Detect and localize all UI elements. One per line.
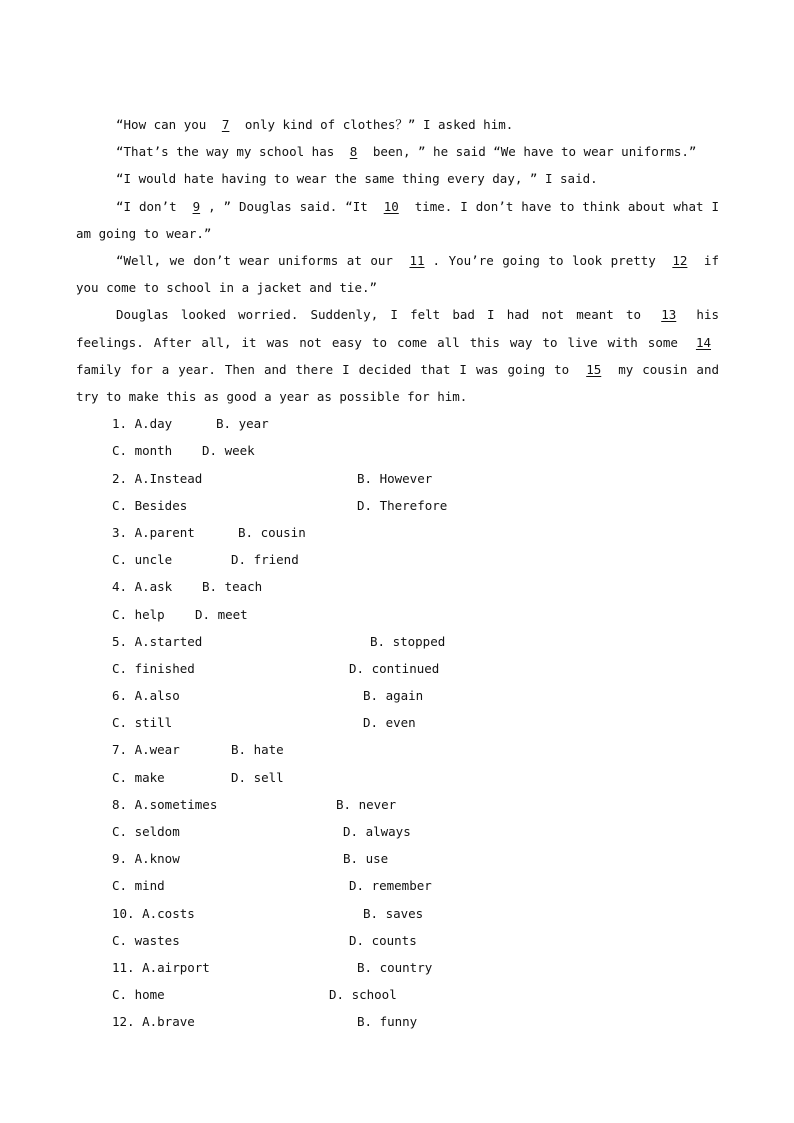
option-c: C. finished bbox=[112, 660, 195, 676]
option-a: 12. A.brave bbox=[112, 1014, 195, 1030]
passage-text: . You’re going to look pretty bbox=[432, 253, 665, 269]
question-9-row-cd bbox=[76, 872, 719, 899]
option-d: D. week bbox=[202, 443, 255, 459]
option-d: D. school bbox=[329, 987, 397, 1003]
passage-text: “How can you bbox=[116, 117, 214, 132]
question-9-row-ab bbox=[76, 845, 719, 872]
option-a: 7. A.wear bbox=[112, 742, 180, 758]
question-6-row-ab bbox=[76, 682, 719, 709]
option-b: B. hate bbox=[231, 742, 284, 758]
option-d: D. even bbox=[363, 715, 416, 731]
question-1-row-ab bbox=[76, 410, 719, 437]
option-a: 10. A.costs bbox=[112, 905, 195, 921]
passage-paragraph-1 bbox=[76, 111, 719, 138]
option-c: C. help bbox=[112, 606, 165, 622]
passage-text: if you come to school in a jacket and tie.” bbox=[76, 253, 719, 296]
question-11-row-cd bbox=[76, 981, 719, 1008]
passage-text: “Well, we don’t wear uniforms at our bbox=[116, 253, 402, 269]
question-12-row-ab bbox=[76, 1008, 719, 1035]
passage-paragraph-6 bbox=[76, 301, 719, 410]
option-c: C. still bbox=[112, 715, 173, 731]
option-a: 11. A.airport bbox=[112, 959, 210, 975]
question-2-row-cd bbox=[76, 492, 719, 519]
option-d: D. sell bbox=[231, 769, 284, 785]
question-8-row-cd bbox=[76, 818, 719, 845]
question-7-row-ab bbox=[76, 736, 719, 763]
passage-text: “That’s the way my school has bbox=[116, 144, 342, 160]
option-b: B. However bbox=[357, 470, 433, 486]
blank-10: 10 bbox=[383, 198, 399, 214]
question-2-row-ab bbox=[76, 465, 719, 492]
option-b: B. funny bbox=[357, 1014, 418, 1030]
option-b: B. stopped bbox=[370, 633, 446, 649]
option-b: B. cousin bbox=[238, 524, 306, 540]
option-b: B. again bbox=[363, 688, 424, 704]
question-11-row-ab bbox=[76, 954, 719, 981]
blank-14: 14 bbox=[695, 334, 711, 350]
passage-paragraph-4 bbox=[76, 193, 719, 247]
option-c: C. home bbox=[112, 987, 165, 1003]
blank-15: 15 bbox=[586, 361, 602, 377]
blank-7: 7 bbox=[221, 117, 230, 132]
option-a: 1. A.day bbox=[112, 416, 173, 432]
question-options-list bbox=[76, 410, 719, 1035]
question-3-row-cd bbox=[76, 546, 719, 573]
passage-text: , ” Douglas said. “It bbox=[208, 198, 376, 214]
option-d: D. always bbox=[343, 824, 411, 840]
passage-text: “I would hate having to wear the same thing every day, ” I said. bbox=[116, 171, 598, 187]
option-a: 8. A.sometimes bbox=[112, 796, 218, 812]
option-a: 5. A.started bbox=[112, 633, 203, 649]
option-b: B. country bbox=[357, 959, 433, 975]
question-5-row-cd bbox=[76, 655, 719, 682]
blank-13: 13 bbox=[661, 307, 677, 323]
question-5-row-ab bbox=[76, 628, 719, 655]
passage-text: time. I don’t have to think about what I am going to wear.” bbox=[76, 198, 719, 241]
option-d: D. remember bbox=[349, 878, 432, 894]
blank-9: 9 bbox=[192, 198, 201, 214]
question-8-row-ab bbox=[76, 791, 719, 818]
option-a: 4. A.ask bbox=[112, 579, 173, 595]
option-d: D. counts bbox=[349, 932, 417, 948]
blank-11: 11 bbox=[409, 253, 425, 269]
document-content bbox=[76, 111, 719, 1036]
passage-text: his feelings. After all, it was not easy to come all this way to live with some bbox=[76, 307, 719, 350]
passage-paragraph-2 bbox=[76, 138, 719, 165]
option-c: C. wastes bbox=[112, 932, 180, 948]
option-c: C. make bbox=[112, 769, 165, 785]
question-1-row-cd bbox=[76, 437, 719, 464]
question-10-row-cd bbox=[76, 927, 719, 954]
option-b: B. use bbox=[343, 851, 389, 867]
option-d: D. meet bbox=[195, 606, 248, 622]
option-c: C. mind bbox=[112, 878, 165, 894]
option-c: C. uncle bbox=[112, 552, 173, 568]
blank-12: 12 bbox=[672, 253, 688, 269]
option-b: B. year bbox=[216, 416, 269, 432]
passage-paragraph-3 bbox=[76, 165, 719, 192]
passage-text: my cousin and try to make this as good a year as possible for him. bbox=[76, 361, 720, 405]
option-c: C. seldom bbox=[112, 824, 180, 840]
passage-text: “I don’t bbox=[116, 198, 185, 214]
passage-text: only kind of clothes？” I asked him. bbox=[237, 117, 514, 132]
question-7-row-cd bbox=[76, 764, 719, 791]
option-d: D. friend bbox=[231, 552, 299, 568]
passage-text: Douglas looked worried. Suddenly, I felt bad I had not meant to bbox=[116, 307, 654, 323]
blank-8: 8 bbox=[349, 144, 358, 160]
option-a: 6. A.also bbox=[112, 688, 180, 704]
passage-paragraph-5 bbox=[76, 247, 719, 301]
passage-text: been, ” he said “We have to wear uniforms.” bbox=[365, 144, 697, 160]
option-c: C. Besides bbox=[112, 497, 188, 513]
option-a: 9. A.know bbox=[112, 851, 180, 867]
option-a: 3. A.parent bbox=[112, 524, 195, 540]
question-6-row-cd bbox=[76, 709, 719, 736]
option-b: B. saves bbox=[363, 905, 424, 921]
option-a: 2. A.Instead bbox=[112, 470, 203, 486]
passage-text: family for a year. Then and there I decided that I was going to bbox=[76, 361, 579, 377]
option-d: D. Therefore bbox=[357, 497, 448, 513]
question-4-row-ab bbox=[76, 573, 719, 600]
question-4-row-cd bbox=[76, 601, 719, 628]
question-10-row-ab bbox=[76, 900, 719, 927]
option-b: B. never bbox=[336, 796, 397, 812]
question-3-row-ab bbox=[76, 519, 719, 546]
option-c: C. month bbox=[112, 443, 173, 459]
option-b: B. teach bbox=[202, 579, 263, 595]
option-d: D. continued bbox=[349, 660, 440, 676]
